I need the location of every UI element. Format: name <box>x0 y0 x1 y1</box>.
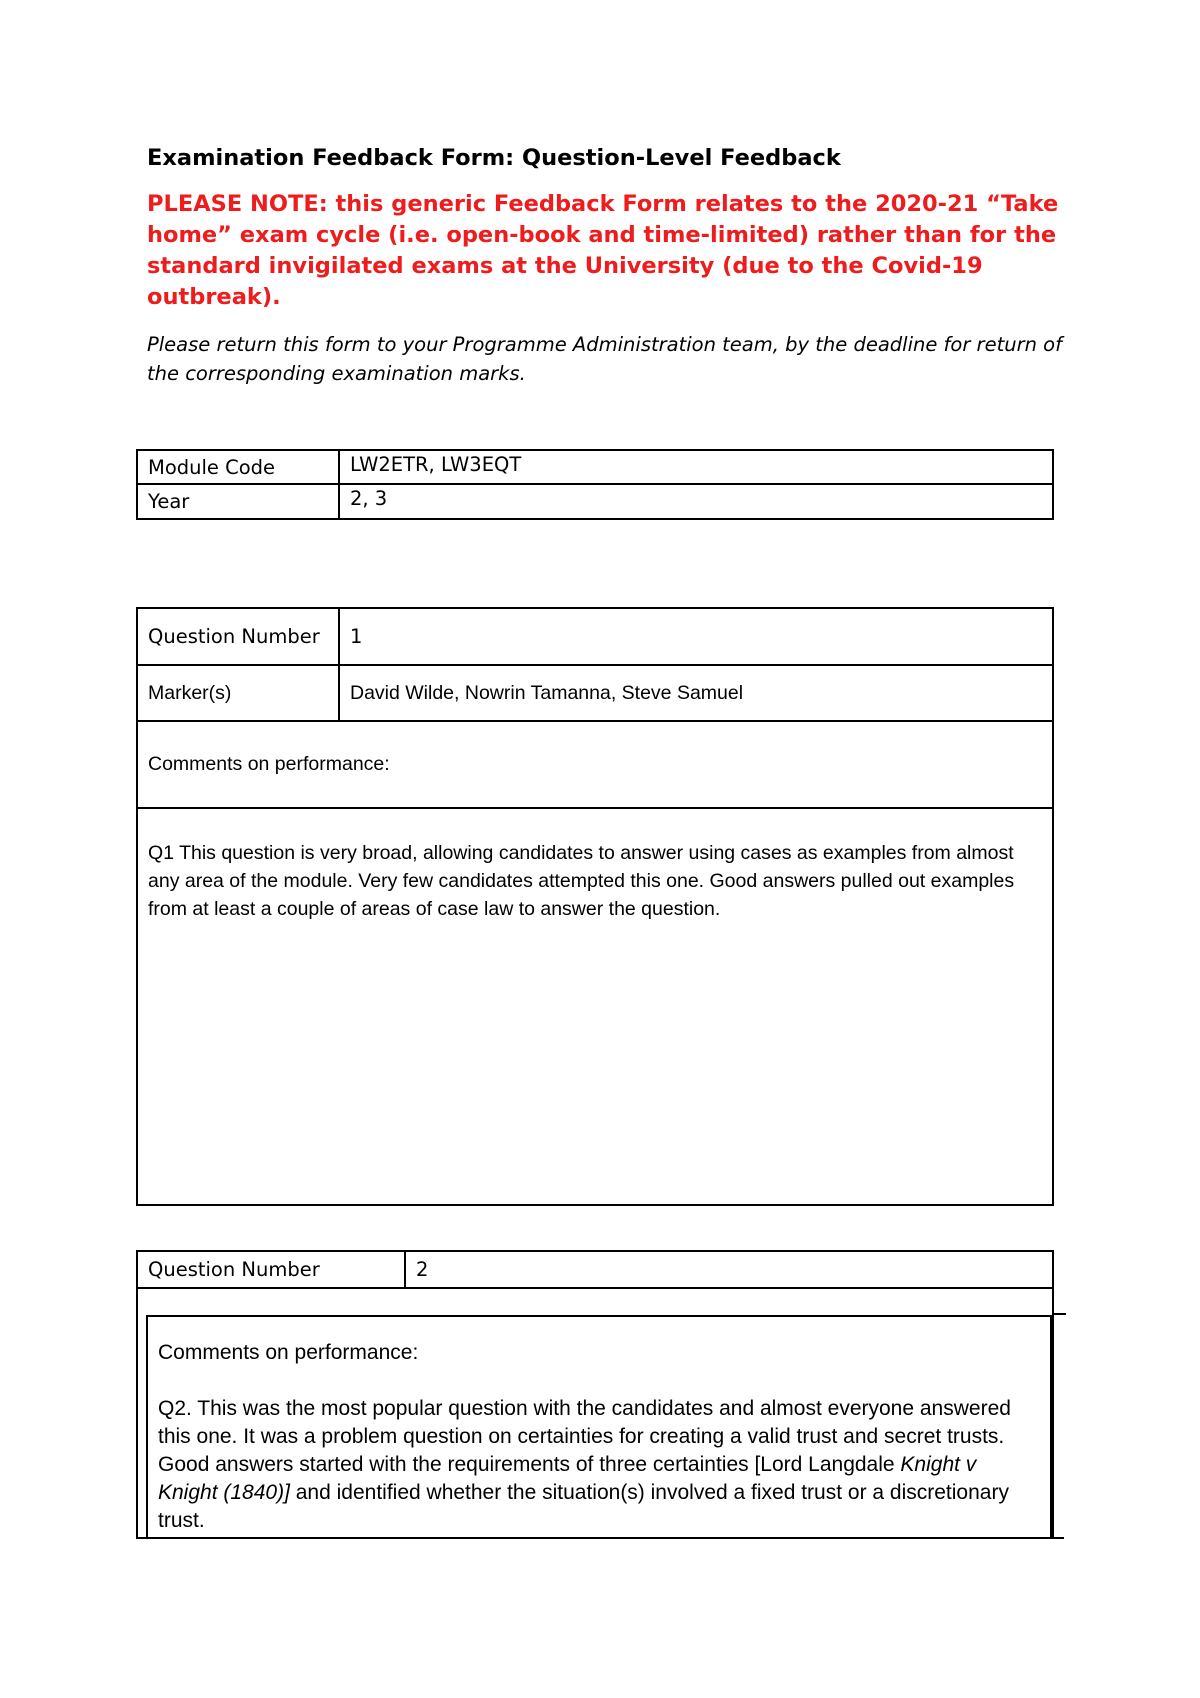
q2-bottom-border <box>136 1537 1064 1539</box>
q2-case-name: Knight v Knight (1840)] <box>158 1453 977 1504</box>
covid-notice: PLEASE NOTE: this generic Feedback Form relates to the 2020-21 “Take home” exam cycle (i.e. open-book and time-limited) rather than for the standard invigilated exams at the University (due to the Covid-19 outbreak). <box>147 191 1059 310</box>
q1-comments-label: Comments on performance: <box>137 721 1053 808</box>
q1-markers-label: Marker(s) <box>137 665 339 721</box>
q1-comments-text: Q1 This question is very broad, allowing candidates to answer using cases as examples from almost any area of the module. Very few candidates attempted this one. Good answers pulled out examples from at least a couple of areas of case law to answer the question. <box>137 808 1053 1205</box>
q2-number-value: 2 <box>405 1251 1053 1288</box>
q2-comments-label: Comments on performance: <box>158 1341 419 1364</box>
question-1-table <box>136 607 1054 1206</box>
module-code-row <box>137 450 1053 484</box>
q2-text-part-b: and identified whether the situation(s) involved a fixed trust or a discretionary trust. <box>158 1481 1009 1532</box>
q1-markers-value: David Wilde, Nowrin Tamanna, Steve Samuel <box>339 665 1053 721</box>
form-title: Examination Feedback Form: Question-Level Feedback <box>147 145 841 171</box>
module-code-value: LW2ETR, LW3EQT <box>339 450 1053 484</box>
q2-border-stub <box>1054 1313 1066 1315</box>
q1-comments-label-row <box>137 721 1053 808</box>
q2-text-part-a: Q2. This was the most popular question with the candidates and almost everyone answered this one. It was a problem question on certainties for creating a valid trust and secret trusts. Good answers started with the requirements of three certainties [Lord Langdale <box>158 1397 1011 1476</box>
q2-comments-box <box>146 1315 1052 1537</box>
question-2-table <box>136 1250 1054 1289</box>
year-label: Year <box>137 484 339 519</box>
q1-number-label: Question Number <box>137 608 339 665</box>
q1-number-value: 1 <box>339 608 1053 665</box>
q1-markers-row <box>137 665 1053 721</box>
q1-comments-row <box>137 808 1053 1205</box>
q2-number-row <box>137 1251 1053 1288</box>
year-row <box>137 484 1053 519</box>
module-info-table <box>136 449 1054 520</box>
q2-number-label: Question Number <box>137 1251 405 1288</box>
return-instruction: Please return this form to your Programme Administration team, by the deadline for return of the corresponding examination marks. <box>147 333 1062 385</box>
year-value: 2, 3 <box>339 484 1053 519</box>
q1-number-row <box>137 608 1053 665</box>
q2-comments-text <box>158 1395 1040 1535</box>
module-code-label: Module Code <box>137 450 339 484</box>
